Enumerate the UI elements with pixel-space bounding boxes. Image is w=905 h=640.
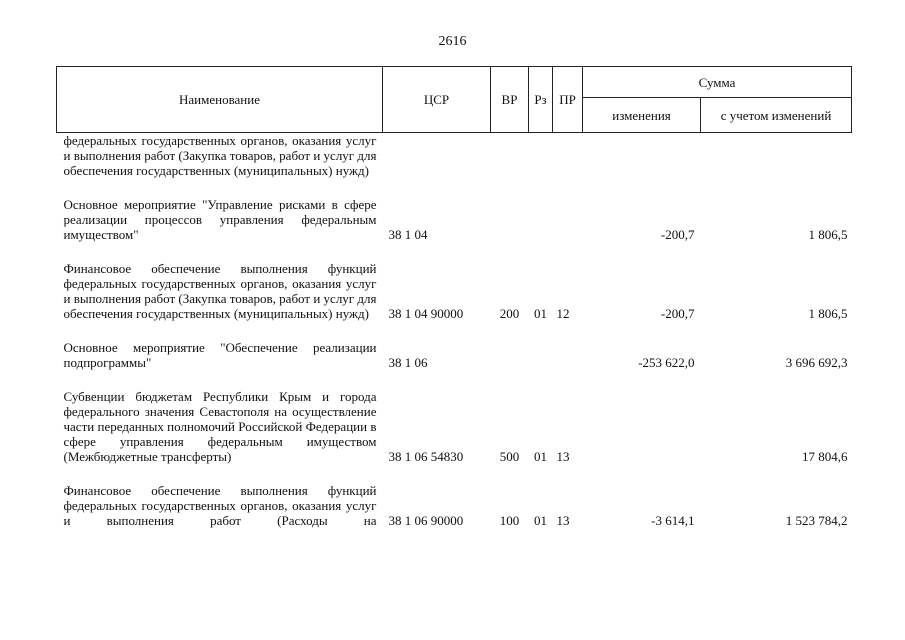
row-pr: 12 (556, 306, 570, 321)
header-vr: ВР (491, 67, 529, 133)
row-csr: 38 1 06 54830 (388, 449, 464, 464)
table-row (57, 483, 852, 531)
row-vr: 200 (499, 306, 520, 321)
table-row (57, 133, 852, 182)
row-total (701, 133, 852, 182)
row-vr (491, 340, 529, 373)
row-change: -200,7 (660, 227, 695, 242)
row-vr (491, 197, 529, 245)
header-pr: ПР (553, 67, 583, 133)
page-number: 2616 (438, 34, 467, 49)
row-rz: 01 (534, 306, 547, 321)
row-rz: 01 (534, 449, 547, 464)
row-rz (529, 133, 553, 182)
row-name: Основное мероприятие "Управление рисками в сфере реализации процессов управления федеральным имуществом" (63, 197, 377, 242)
table-row (57, 197, 852, 245)
row-change: -200,7 (660, 306, 695, 321)
row-name: Финансовое обеспечение выполнения функций федеральных государственных органов, оказания услуг и выполнения работ (Расходы на (63, 483, 377, 528)
header-sum: Сумма (583, 67, 852, 98)
row-change (583, 133, 701, 182)
row-total: 17 804,6 (802, 449, 848, 464)
row-change (583, 389, 701, 467)
row-rz: 01 (534, 513, 547, 528)
header-name: Наименование (57, 67, 383, 133)
row-total: 1 806,5 (808, 227, 848, 242)
row-csr: 38 1 06 90000 (388, 513, 464, 528)
row-total: 3 696 692,3 (785, 355, 848, 370)
row-total: 1 523 784,2 (785, 513, 848, 528)
row-vr: 500 (499, 449, 520, 464)
row-csr (383, 133, 491, 182)
budget-table (56, 66, 852, 531)
row-csr: 38 1 04 90000 (388, 306, 464, 321)
header-with-changes: с учетом изменений (701, 98, 852, 133)
row-name: Субвенции бюджетам Республики Крым и города федерального значения Севастополя на осуществление части переданных полномочий Российской Федерации в сфере управления федеральным имуществом (Межбюджетные трансферты) (63, 389, 377, 464)
row-pr: 13 (556, 449, 570, 464)
row-pr (553, 340, 583, 373)
row-rz (529, 197, 553, 245)
header-change: изменения (583, 98, 701, 133)
row-pr (553, 133, 583, 182)
row-pr: 13 (556, 513, 570, 528)
row-vr: 100 (499, 513, 520, 528)
header-rz: Рз (529, 67, 553, 133)
row-name: федеральных государственных органов, оказания услуг и выполнения работ (Закупка товаров, работ и услуг для обеспечения государственных (муниципальных) нужд) (63, 133, 377, 178)
row-change: -3 614,1 (651, 513, 695, 528)
row-vr (491, 133, 529, 182)
row-name: Финансовое обеспечение выполнения функций федеральных государственных органов, оказания услуг и выполнения работ (Закупка товаров, работ и услуг для обеспечения государственных (муниципальных) нужд) (63, 261, 377, 321)
row-change: -253 622,0 (638, 355, 695, 370)
table-row (57, 389, 852, 467)
row-name: Основное мероприятие "Обеспечение реализации подпрограммы" (63, 340, 377, 370)
row-csr: 38 1 06 (388, 355, 428, 370)
row-pr (553, 197, 583, 245)
row-rz (529, 340, 553, 373)
table-row (57, 340, 852, 373)
row-csr: 38 1 04 (388, 227, 428, 242)
table-row (57, 261, 852, 324)
header-csr: ЦСР (383, 67, 491, 133)
row-total: 1 806,5 (808, 306, 848, 321)
